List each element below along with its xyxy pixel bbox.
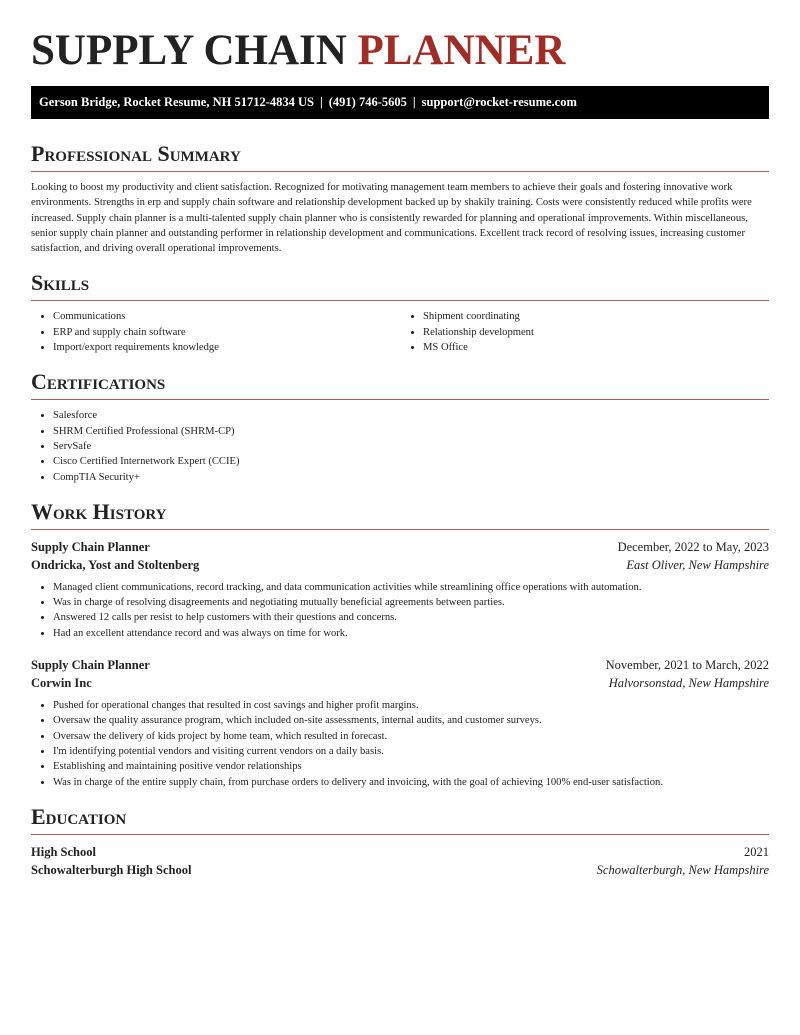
certification-item: • ServSafe <box>53 439 769 454</box>
certification-item: • CompTIA Security+ <box>53 470 769 485</box>
contact-phone: (491) 746-5605 <box>328 95 407 109</box>
job-bullet: • Answered 12 calls per resist to help customers with their questions and concerns. <box>53 610 769 625</box>
certification-item: • Salesforce <box>53 408 769 423</box>
divider <box>31 171 769 172</box>
certifications-section <box>31 369 769 484</box>
section-title: Education <box>31 803 127 829</box>
job-bullet: • I'm identifying potential vendors and visiting current vendors on a daily basis. <box>53 744 769 759</box>
skill-item: • Shipment coordinating <box>423 309 769 324</box>
skill-item: • MS Office <box>423 340 769 355</box>
job-bullet: • Was in charge of resolving disagreements and negotiating mutually beneficial agreements between parties. <box>53 595 769 610</box>
contact-bar <box>31 86 769 119</box>
job-dates: December, 2022 to May, 2023 <box>617 539 769 554</box>
job-entry <box>31 656 769 790</box>
education-year: 2021 <box>744 844 769 859</box>
education-section <box>31 804 769 879</box>
job-bullets <box>31 580 769 641</box>
job-bullet: • Had an excellent attendance record and was always on time for work. <box>53 626 769 641</box>
skill-item: • Relationship development <box>423 325 769 340</box>
skill-item: • Communications <box>53 309 399 324</box>
section-title: Professional Summary <box>31 141 241 166</box>
job-company: Ondricka, Yost and Stoltenberg <box>31 557 200 572</box>
divider <box>31 399 769 400</box>
separator: | <box>319 95 323 109</box>
divider <box>31 300 769 301</box>
skill-item: • Import/export requirements knowledge <box>53 340 399 355</box>
job-bullet: • Pushed for operational changes that resulted in cost savings and higher profit margins. <box>53 698 769 713</box>
work-history-section <box>31 499 769 790</box>
job-bullet: • Managed client communications, record tracking, and data communication activities while streamlining office operations with automation. <box>53 580 769 595</box>
job-role: Supply Chain Planner <box>31 658 150 673</box>
job-bullet: • Was in charge of the entire supply chain, from purchase orders to delivery and invoicing, with the goal of achieving 100% end-user satisfaction. <box>53 775 769 790</box>
section-title: Certifications <box>31 369 166 395</box>
title-accent: PLANNER <box>357 27 566 74</box>
summary-text: Looking to boost my productivity and client satisfaction. Recognized for motivating management team members to achieve their goals and fostering innovative work environments. Strengths in erp and supply chain software and relationship development backed up by shakily training. Costs were consistently reduced while profits were increased. Supply chain planner is a multi-talented supply chain planner who is consistently rewarded for planning and operational improvements. Within miscellaneous, senior supply chain planner and outstanding performer in relationship development and communications. Excellent track record of resolving issues, increasing customer satisfaction, and driving overall operational improvements. <box>31 182 752 255</box>
education-school: Schowalterburgh High School <box>31 862 192 877</box>
job-bullet: • Oversaw the delivery of kids project by home team, which resulted in forecast. <box>53 729 769 744</box>
skills-list-right <box>399 309 769 355</box>
certification-item: • Cisco Certified Internetwork Expert (CCIE) <box>53 454 769 469</box>
contact-email: support@rocket-resume.com <box>421 95 577 109</box>
resume-title <box>31 0 769 75</box>
section-title: Skills <box>31 270 90 296</box>
contact-address: Gerson Bridge, Rocket Resume, NH 51712-4834 US <box>39 95 314 109</box>
skill-item: • ERP and supply chain software <box>53 325 399 340</box>
job-bullet: • Establishing and maintaining positive vendor relationships <box>53 759 769 774</box>
certifications-list <box>31 408 769 484</box>
skills-section <box>31 270 769 355</box>
job-bullet: • Oversaw the quality assurance program, which included on-site assessments, internal audits, and customer surveys. <box>53 713 769 728</box>
title-main: SUPPLY CHAIN <box>31 27 347 74</box>
job-location: Halvorsonstad, New Hampshire <box>608 676 769 691</box>
job-location: East Oliver, New Hampshire <box>626 557 769 572</box>
education-location: Schowalterburgh, New Hampshire <box>596 862 769 877</box>
skills-list-left <box>31 309 399 355</box>
job-company: Corwin Inc <box>31 676 92 691</box>
education-degree: High School <box>31 844 96 859</box>
job-bullets <box>31 698 769 790</box>
job-entry <box>31 538 769 641</box>
divider <box>31 529 769 530</box>
certification-item: • SHRM Certified Professional (SHRM-CP) <box>53 424 769 439</box>
job-dates: November, 2021 to March, 2022 <box>605 658 769 673</box>
divider <box>31 834 769 835</box>
section-title: Work History <box>31 498 167 524</box>
summary-section <box>31 141 769 256</box>
job-role: Supply Chain Planner <box>31 539 150 554</box>
separator: | <box>412 95 416 109</box>
